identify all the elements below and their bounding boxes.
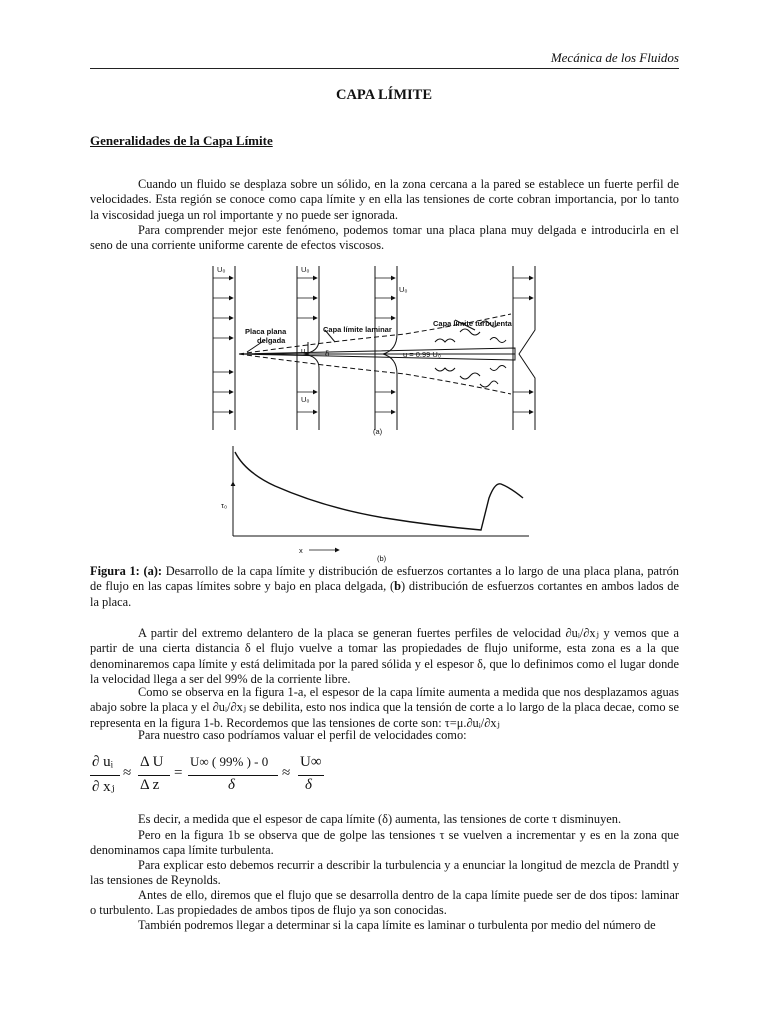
label-laminar: Capa límite laminar — [323, 325, 392, 334]
label-delgada: delgada — [257, 336, 286, 345]
label-placa: Placa plana — [245, 327, 287, 336]
label-turbulenta: Capa límite turbulenta — [433, 319, 512, 328]
label-delta: δ — [325, 349, 330, 358]
page-title: CAPA LÍMITE — [335, 87, 432, 103]
paragraph: Antes de ello, diremos que el flujo que se desarrolla dentro de la capa límite puede ser de dos tipos: laminar o turbulento. Las propiedades de ambos tipos de flujo ya son conocidas. — [90, 888, 679, 918]
label-u0-inflow: U₀ — [217, 265, 226, 274]
paragraph: Como se observa en la figura 1-a, el espesor de la capa límite aumenta a medida que nos desplazamos aguas abajo sobre la placa y el ∂uᵢ/∂xⱼ se debilita, esto nos indica que la tensión de corte a lo largo de la placa decae, como se representa en la figura 1-b. Recordemos que las tensiones de corte son: τ=μ.∂uᵢ/∂xⱼ — [90, 685, 679, 730]
label-u0-third: U₀ — [399, 285, 408, 294]
label-tau: τ₀ — [221, 501, 228, 510]
label-u0-upper: U₀ — [301, 265, 310, 274]
paragraph: A partir del extremo delantero de la placa se generan fuertes perfiles de velocidad ∂uᵢ/∂xⱼ y vemos que a partir de una cierta distancia δ el flujo vuelve a tomar las propiedades de flujo uniforme, esta zona es a la que denominaremos capa límite y está delimitada por la pared sólida y el espesor δ, que lo definimos como el lugar donde la velocidad llega a ser del 99% de la corriente libre. — [90, 626, 679, 686]
paragraph: Para nuestro caso podríamos valuar el perfil de velocidades como: — [138, 728, 467, 742]
paragraph: También podremos llegar a determinar si la capa límite es laminar o turbulenta por medio del número de — [138, 918, 656, 932]
figure-1b — [205, 442, 545, 564]
figure-1a — [205, 262, 545, 438]
paragraph: Para explicar esto debemos recurrir a describir la turbulencia y a enunciar la longitud de mezcla de Prandtl y las tensiones de Reynolds. — [90, 858, 679, 888]
label-u: u — [301, 346, 306, 355]
velocity-gradient-formula: ∂ uᵢ ∂ xⱼ ≈ Δ U Δ z = U∞ ( 99% ) - 0 δ ≈ U∞ δ — [90, 752, 410, 798]
figure-caption: Figura 1: (a): Desarrollo de la capa límite y distribución de esfuerzos cortantes a lo largo de una placa plana, patrón de flujo en las capas límites sobre y bajo en placa delgada, (b) distribución de esfuerzos cortantes en ambos lados de la placa. — [90, 564, 680, 609]
label-x: x — [299, 546, 303, 555]
label-u-eq: u = 0.99 U₀ — [403, 350, 441, 359]
shear-stress-curve — [235, 452, 523, 530]
label-panel-b: (b) — [377, 554, 387, 563]
paragraph: Pero en la figura 1b se observa que de golpe las tensiones τ se vuelven a incrementar y es en la zona que denominamos capa límite turbulenta. — [90, 828, 679, 858]
paragraph: Cuando un fluido se desplaza sobre un sólido, en la zona cercana a la pared se establece un fuerte perfil de velocidades. Esta región se conoce como capa límite y en ella las tensiones de corte cobran importancia, por lo tanto la viscosidad juega un rol importante y no puede ser ignorada. — [90, 177, 679, 222]
running-header: Mecánica de los Fluidos — [550, 50, 679, 65]
paragraph: Es decir, a medida que el espesor de capa límite (δ) aumenta, las tensiones de corte τ disminuyen. — [138, 812, 622, 826]
header-rule — [90, 68, 679, 69]
label-u0-lower: U₀ — [301, 395, 310, 404]
paragraph: Para comprender mejor este fenómeno, podemos tomar una placa plana muy delgada e introducirla en el seno de una corriente uniforme carente de efectos viscosos. — [90, 223, 679, 253]
section-heading: Generalidades de la Capa Límite — [90, 133, 273, 148]
label-panel-a: (a) — [373, 427, 383, 436]
